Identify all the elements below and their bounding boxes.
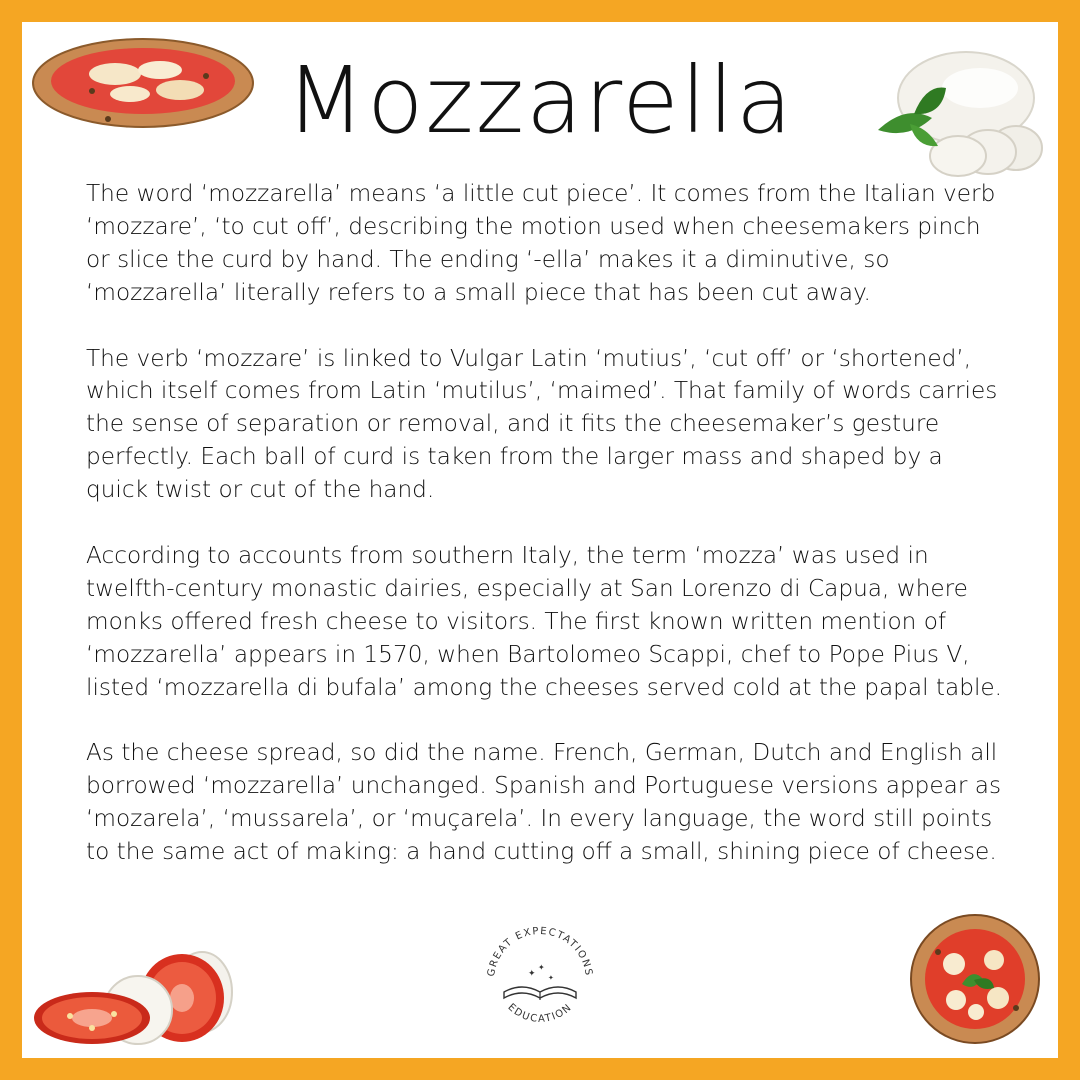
mozzarella-basil-icon [868, 44, 1044, 178]
paragraph-4: As the cheese spread, so did the name. French, German, Dutch and English all borrowed ‘mozzarella’ unchanged. Spanish and Portuguese versions appear as ‘mozarela’, ‘mussarela’, or ‘muçarela’. In every language, the word still points to the same act of making: a hand cutting off a small, shining piece of cheese. [86, 739, 1002, 866]
paragraph-2: The verb ‘mozzare’ is linked to Vulgar Latin ‘mutius’, ‘cut off’ or ‘shortened’, which itself comes from Latin ‘mutilus’, ‘maimed’. That family of words carries the sense of separation or removal, and it fits the cheesemaker’s gesture perfectly. Each ball of curd is taken from the larger mass and shaped by a quick twist or cut of the hand. [86, 344, 998, 504]
svg-text:EDUCATION [506, 1002, 575, 1025]
paragraph-1: The word ‘mozzarella’ means ‘a little cut piece’. It comes from the Italian verb ‘mozzare’, ‘to cut off’, describing the motion used when cheesemakers pinch or slice the curd by hand. The ending ‘-ella’ makes it a diminutive, so ‘mozzarella’ literally refers to a small piece that has been cut away. [86, 180, 996, 306]
svg-text:✦: ✦ [528, 969, 536, 979]
logo-top-text: GREAT EXPECTATIONS [485, 925, 594, 978]
margherita-pizza-icon [908, 912, 1042, 1046]
svg-text:✦: ✦ [548, 974, 554, 982]
pizza-icon [30, 36, 256, 130]
logo-bottom-text: EDUCATION [505, 1001, 575, 1025]
tomato-mozzarella-slices-icon [30, 946, 236, 1046]
paragraph-3: According to accounts from southern Italy, the term ‘mozza’ was used in twelfth-century monastic dairies, especially at San Lorenzo di Capua, where monks offered fresh cheese to visitors. The first known written mention of ‘mozzarella’ appears in 1570, when Bartolomeo Scappi, chef to Pope Pius V, listed ‘mozzarella di bufala’ among the cheeses served cold at the papal table. [86, 541, 1003, 701]
svg-text:✦: ✦ [538, 963, 545, 972]
great-expectations-logo [478, 916, 602, 1040]
article-body [86, 178, 1006, 902]
page-title: Mozzarella [285, 47, 795, 154]
